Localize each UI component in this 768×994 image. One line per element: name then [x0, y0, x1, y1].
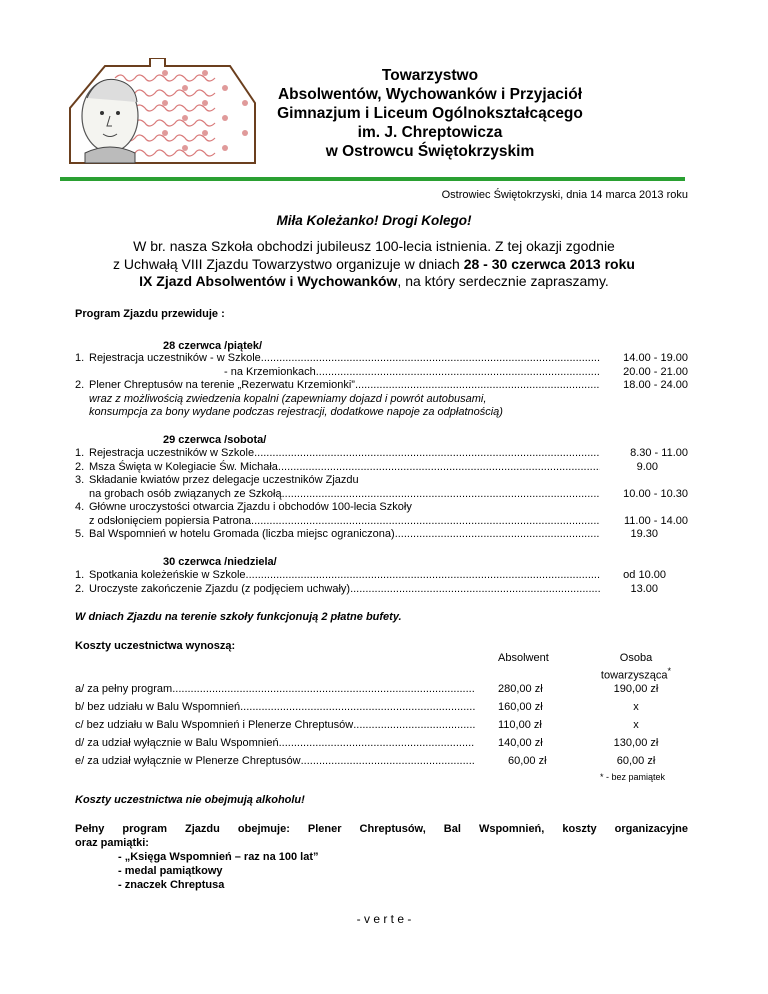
item-text: z odsłonięciem popiersia Patrona [89, 514, 252, 527]
no-alcohol-note: Koszty uczestnictwa nie obejmują alkoholu! [75, 794, 305, 806]
day2-item [75, 474, 688, 488]
item-text: Główne uroczystości otwarcia Zjazdu i obchodów 100-lecia Szkoły [89, 501, 412, 513]
intro-line-2-text: z Uchwałą VIII Zjazdu Towarzystwo organizuje w dniach [113, 255, 464, 272]
cost-label: e/ za udział wyłącznie w Plenerze Chreptusów [75, 755, 301, 767]
event-name: IX Zjazd Absolwentów i Wychowanków [139, 273, 398, 289]
dot-leader [246, 569, 600, 583]
dot-leader [279, 737, 475, 749]
day2-item [75, 488, 688, 502]
cost-graduate: 280,00 zł [498, 683, 543, 695]
buffets-note: W dniach Zjazdu na terenie szkoły funkcjonują 2 płatne bufety. [75, 611, 402, 623]
full-program-line-1: Pełny program Zjazdu obejmuje: Plener Chreptusów, Bal Wspomnień, koszty organizacyjne [75, 823, 688, 835]
cost-label: a/ za pełny program [75, 683, 173, 695]
header-line-3: Gimnazjum i Liceum Ogólnokształcącego [277, 105, 583, 122]
full-program-line-2: oraz pamiątki: [75, 837, 149, 849]
association-header [270, 66, 590, 161]
cost-companion: 190,00 zł [613, 683, 659, 695]
dot-leader [254, 447, 600, 461]
cost-graduate: 110,00 zł [498, 719, 542, 731]
cost-graduate: 140,00 zł [498, 737, 543, 749]
item-text: Rejestracja uczestników w Szkole [89, 447, 255, 459]
day1-item [75, 379, 688, 393]
day2-item [75, 461, 688, 475]
dot-leader [301, 755, 475, 767]
item-time: 8.30 - 11.00 [630, 447, 688, 459]
dot-leader [251, 515, 600, 529]
page-footer: - v e r t e - [356, 912, 412, 926]
intro-line-3-text: , na który serdecznie zapraszamy. [397, 273, 609, 289]
item-text: Msza Święta w Kolegiacie Św. Michała [89, 460, 278, 473]
costs-col-companion-label: towarzysząca [600, 669, 668, 682]
item-number: 1. [75, 352, 85, 364]
item-number: 5. [75, 528, 85, 540]
souvenir-item: - medal pamiątkowy [118, 865, 223, 877]
costs-col-companion-1: Osoba [619, 652, 653, 664]
dot-leader [282, 488, 600, 502]
item-time: 20.00 - 21.00 [623, 365, 688, 378]
day1-note-2: konsumpcja za bony wydane podczas rejestracji, dodatkowe napoje za odpłatnością) [89, 406, 503, 418]
intro-line-3 [60, 273, 688, 291]
souvenir-item: - znaczek Chreptusa [118, 879, 225, 891]
item-time: 9.00 [636, 460, 658, 473]
event-dates: 28 - 30 czerwca 2013 roku [463, 255, 635, 272]
dot-leader [316, 366, 600, 380]
dot-leader [350, 583, 600, 597]
dot-leader [172, 683, 475, 695]
costs-col-companion-2 [591, 666, 681, 682]
cost-companion: 60,00 zł [616, 755, 656, 767]
item-time: 11.00 - 14.00 [623, 514, 688, 527]
header-divider [60, 177, 685, 181]
dot-leader [355, 379, 600, 393]
day3-title: 30 czerwca /niedziela/ [163, 556, 277, 568]
dot-leader [353, 719, 475, 731]
day2-item [75, 447, 688, 461]
item-text: na grobach osób związanych ze Szkołą [89, 487, 282, 500]
cost-label: b/ bez udziału w Balu Wspomnień [75, 701, 241, 713]
day3-item [75, 583, 688, 597]
item-number [75, 366, 224, 380]
association-logo [55, 58, 265, 168]
cost-graduate: 160,00 zł [498, 701, 543, 713]
item-text: Rejestracja uczestników - w Szkole [89, 352, 261, 364]
dot-leader [395, 528, 600, 542]
intro-line-2 [60, 256, 688, 274]
program-heading: Program Zjazdu przewiduje : [75, 308, 225, 320]
item-text: Uroczyste zakończenie Zjazdu (z podjęciem uchwały) [89, 582, 351, 595]
item-time: 13.00 [630, 582, 658, 595]
day2-title: 29 czerwca /sobota/ [163, 434, 267, 446]
item-time: 14.00 - 19.00 [623, 352, 688, 364]
item-number: 4. [75, 501, 85, 513]
header-line-4: im. J. Chreptowicza [357, 124, 503, 141]
item-text: Składanie kwiatów przez delegacje uczestników Zjazdu [89, 474, 359, 486]
day1-item [75, 366, 688, 380]
souvenir-item: - „Księga Wspomnień – raz na 100 lat” [118, 851, 319, 863]
item-text: Plener Chreptusów na terenie „Rezerwatu Krzemionki” [89, 379, 355, 391]
item-number: 3. [75, 474, 85, 486]
day3-item [75, 569, 688, 583]
item-number: 2. [75, 460, 85, 473]
intro-line-1: W br. nasza Szkoła obchodzi jubileusz 100-lecia istnienia. Z tej okazji zgodnie [133, 238, 615, 254]
footnote-marker: * [667, 666, 672, 676]
cost-graduate: 60,00 zł [508, 755, 547, 767]
cost-row [75, 755, 475, 767]
cost-row [75, 683, 475, 695]
dot-leader [240, 701, 475, 713]
costs-col-graduate: Absolwent [498, 652, 549, 664]
item-number: 1. [75, 569, 85, 581]
cost-row [75, 701, 475, 713]
item-time: 18.00 - 24.00 [623, 379, 688, 391]
item-time: 19.30 [630, 528, 658, 540]
item-number: 2. [75, 582, 85, 595]
header-line-1: Towarzystwo [381, 67, 479, 84]
cost-label: c/ bez udziału w Balu Wspomnień i Plenerze Chreptusów [75, 719, 354, 731]
item-number: 2. [75, 379, 85, 391]
day2-item [75, 515, 688, 529]
item-number [75, 488, 89, 502]
cost-label: d/ za udział wyłącznie w Balu Wspomnień [75, 737, 279, 749]
cost-row [75, 737, 475, 749]
header-line-5: w Ostrowcu Świętokrzyskim [325, 143, 535, 160]
cost-footnote: * - bez pamiątek [600, 772, 666, 782]
dot-leader [278, 461, 600, 475]
greeting: Miła Koleżanko! Drogi Kolego! [276, 213, 472, 228]
cost-companion: x [633, 719, 639, 731]
header-line-2: Absolwentów, Wychowanków i Przyjaciół [277, 86, 583, 103]
day1-title: 28 czerwca /piątek/ [163, 340, 263, 352]
item-number [75, 515, 89, 529]
day2-item [75, 528, 688, 542]
item-number: 1. [75, 447, 85, 459]
costs-heading: Koszty uczestnictwa wynoszą: [75, 640, 236, 652]
item-text: - na Krzemionkach [224, 365, 316, 378]
dot-leader [261, 352, 600, 366]
letter-date: Ostrowiec Świętokrzyski, dnia 14 marca 2013 roku [441, 189, 688, 201]
item-text: Bal Wspomnień w hotelu Gromada (liczba miejsc ograniczona) [89, 528, 395, 540]
day2-item [75, 501, 688, 515]
day1-note-1: wraz z możliwością zwiedzenia kopalni (zapewniamy dojazd i powrót autobusami, [89, 392, 487, 405]
cost-companion: x [633, 701, 639, 713]
portrait-icon [82, 79, 138, 163]
intro-paragraph [60, 238, 688, 291]
cost-row [75, 719, 475, 731]
item-time: 10.00 - 10.30 [623, 487, 688, 500]
item-text: Spotkania koleżeńskie w Szkole [89, 569, 246, 581]
item-time: od 10.00 [623, 569, 666, 581]
cost-companion: 130,00 zł [613, 737, 659, 749]
day1-item [75, 352, 688, 366]
